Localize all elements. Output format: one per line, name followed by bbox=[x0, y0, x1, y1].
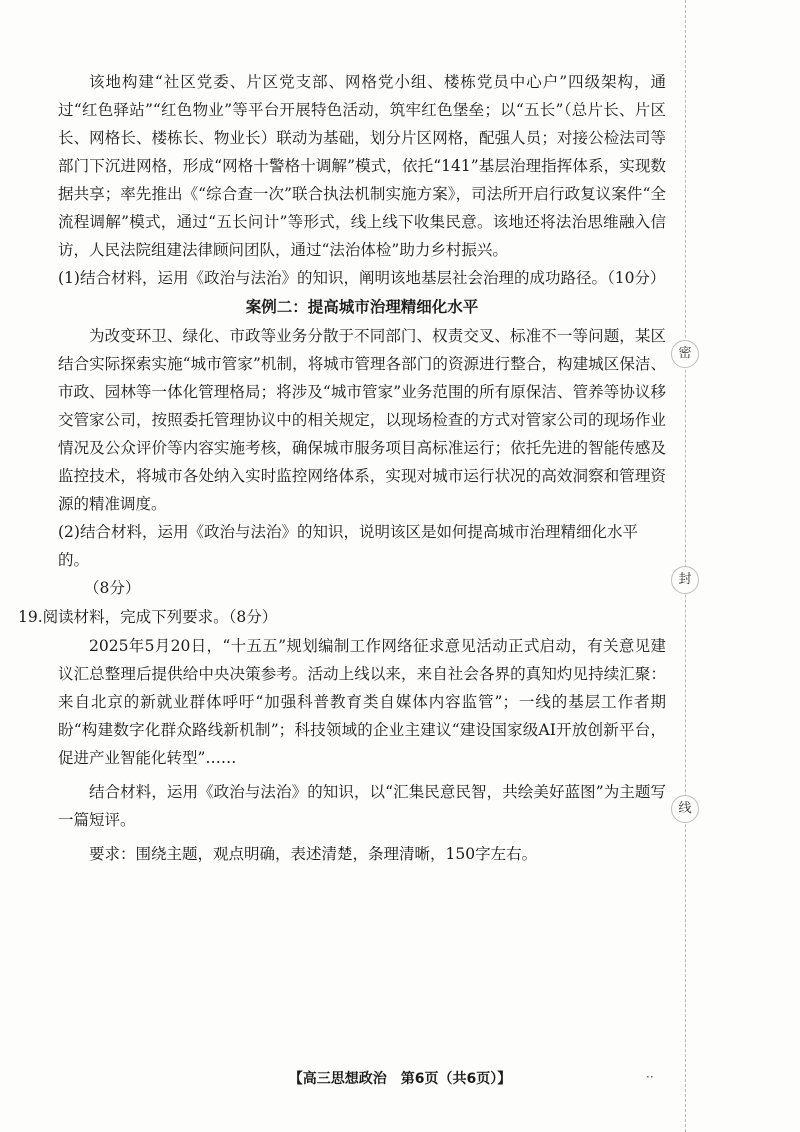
case1-question: (1)结合材料，运用《政治与法治》的知识，阐明该地基层社会治理的成功路径。（10分） bbox=[58, 269, 666, 287]
footer-dots: ·· bbox=[646, 1070, 654, 1084]
case2-paragraph: 为改变环卫、绿化、市政等业务分散于不同部门、权责交叉、标准不一等问题，某区结合实际探索实施“城市管家”机制，将城市管理各部门的资源进行整合，构建城区保洁、市政、园林等一体化管理格局；将涉及“城市管家”业务范围的所有原保洁、管养等协议移交管家公司，按照委托管理协议中的相关规定，以现场检查的方式对管家公司的现场作业情况及公众评价等内容实施考核，确保城市服务项目高标准运行；依托先进的智能传感及监控技术，将城市各处纳入实时监控网络体系，实现对城市运行状况的高效洞察和管理资源的精准调度。 bbox=[58, 327, 666, 513]
case2-score: （8分） bbox=[84, 579, 141, 597]
page-content bbox=[18, 68, 666, 868]
question-19-material: 2025年5月20日，“十五五”规划编制工作网络征求意见活动正式启动，有关意见建议汇总整理后提供给中央决策参考。活动上线以来，来自社会各界的真知灼见持续汇聚：来自北京的新就业群体呼吁“加强科普教育类自媒体内容监管”；一线的基层工作者期盼“构建数字化群众路线新机制”；科技领域的企业主建议“建设国家级AI开放创新平台，促进产业智能化转型”…… bbox=[58, 637, 666, 767]
case2-question: (2)结合材料，运用《政治与法治》的知识，说明该区是如何提高城市治理精细化水平的。 bbox=[58, 523, 638, 569]
binding-seal-mi: 密 bbox=[671, 340, 699, 368]
case1-paragraph: 该地构建“社区党委、片区党支部、网格党小组、楼栋党员中心户”四级架构，通过“红色驿站”“红色物业”等平台开展特色活动，筑牢红色堡垒；以“五长”（总片长、片区长、网格长、楼栋长、物业长）联动为基础，划分片区网格，配强人员；对接公检法司等部门下沉进网格，形成“网格十警格十调解”模式，依托“141”基层治理指挥体系，实现数据共享；率先推出《“综合查一次”联合执法机制实施方案》，司法所开启行政复议案件“全流程调解”模式，通过“五长问计”等形式，线上线下收集民意。该地还将法治思维融入信访，人民法院组建法律顾问团队，通过“法治体检”助力乡村振兴。 bbox=[58, 73, 666, 259]
page-footer: 【高三思想政治 第6页（共6页）】 bbox=[288, 1071, 512, 1087]
question-19-task: 结合材料，运用《政治与法治》的知识，以“汇集民意民智，共绘美好蓝图”为主题写一篇短评。 bbox=[58, 783, 666, 829]
case2-title: 案例二：提高城市治理精细化水平 bbox=[245, 298, 479, 316]
question-19-requirement: 要求：围绕主题，观点明确，表述清楚，条理清晰，150字左右。 bbox=[89, 845, 538, 863]
binding-seal-feng: 封 bbox=[671, 566, 699, 594]
binding-seal-xian: 线 bbox=[671, 795, 699, 823]
question-19-heading: 19.阅读材料，完成下列要求。（8分） bbox=[18, 608, 278, 626]
